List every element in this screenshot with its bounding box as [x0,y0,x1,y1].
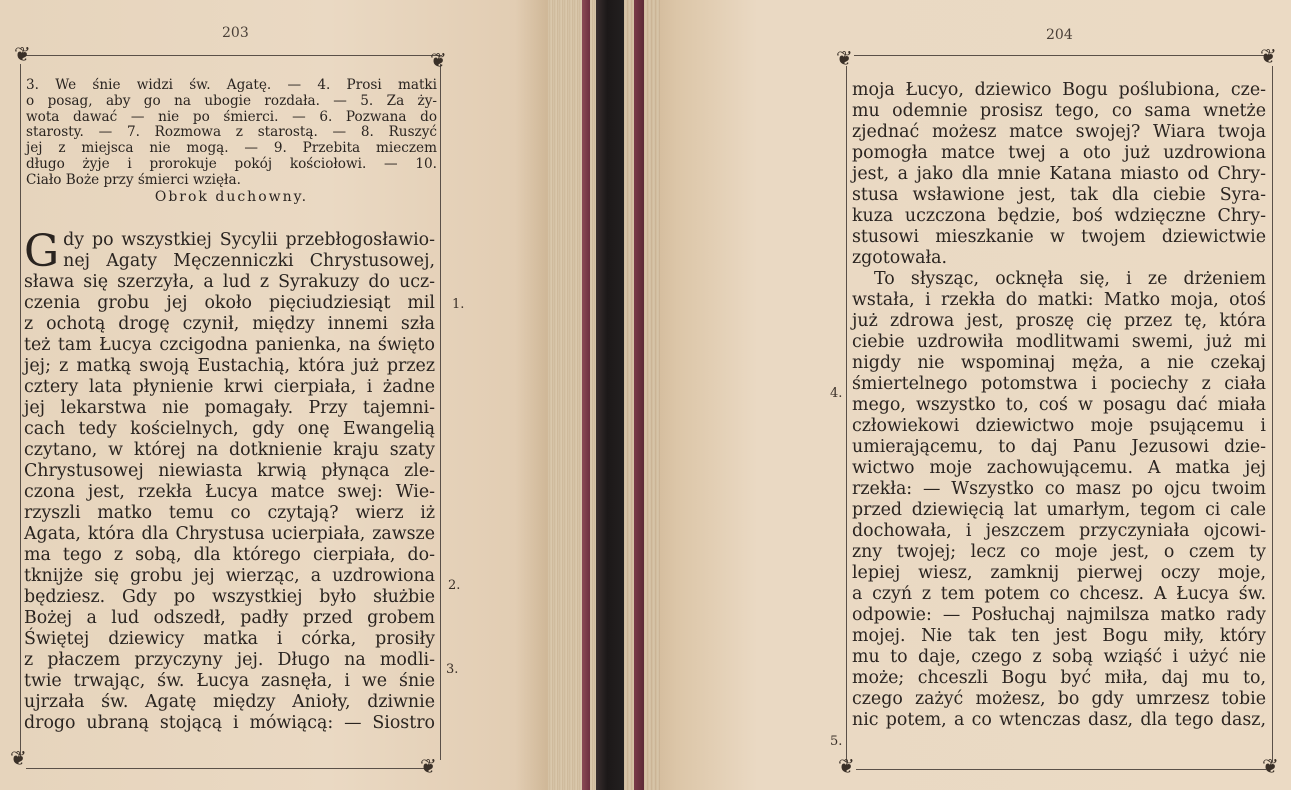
book-page-edges [548,0,596,790]
corner-ornament-icon: ❦ [430,48,447,72]
text-line: drogo ubraną stojącą i mówiącą: — Siostro [24,713,435,733]
text-line: moja Łucyo, dziewico Bogu poślubiona, cze- [852,80,1266,100]
corner-ornament-icon: ❦ [14,42,31,66]
synopsis-line: starosty. — 7. Rozmowa z starostą. — 8. Ruszyć [26,124,437,141]
frame-right-rule [1272,66,1273,762]
text-line: nigdy nie wspominaj męża, a nie czekaj [852,353,1266,373]
text-line: ciebie uzdrowiła modlitwami swemi, już mi [852,332,1266,352]
text-line: tknijże się grobu jej wierząc, a uzdrowiona [24,566,435,586]
synopsis-line: 3. We śnie widzi św. Agatę. — 4. Prosi matki [26,77,437,93]
corner-ornament-icon: ❦ [10,746,27,770]
text-line: Bożej a lud odszedł, padły przed grobem [24,608,435,628]
synopsis-line: jej z miejsca nie mogą. — 9. Przebita mieczem [26,140,437,157]
synopsis-line: o posag, aby go na ubogie rozdała. — 5. Za ży- [26,92,437,109]
text-line: czego zażyć możesz, bo gdy umrzesz tobie [852,689,1266,709]
text-line: będziesz. Gdy po wszystkiej było służbie [24,587,435,607]
text-line: zny twojej; lecz co moje jest, o czem ty [852,542,1266,562]
margin-number: 2. [448,578,461,593]
text-line: jej; z matką swoją Eustachią, która już przez [24,356,435,376]
text-line: Chrystusowej niewiasta krwią płynąca zle- [24,461,435,481]
text-line: człowiekowi dziewictwo moje psującemu i [852,416,1266,436]
page-number: 203 [222,25,249,41]
section-heading: Obrok duchowny. [154,188,309,205]
text-line: umierającemu, to daj Panu Jezusowi dzie- [852,437,1266,457]
text-line: jej lekarstwa nie pomagały. Przy tajemni- [24,398,435,418]
chapter-synopsis [26,78,437,205]
text-line: z ochotą drogę czynił, między innemi szła [24,314,435,334]
text-line: już zdrowa jest, proszę cię przez tę, która [852,311,1266,331]
text-line: Agata, która dla Chrystusa ucierpiała, zawsze [24,524,435,544]
drop-cap: G [24,226,60,277]
synopsis-line: Ciało Boże przy śmierci wzięła. [26,171,241,188]
text-line: stusa wsławione jest, tak dla ciebie Syra- [852,185,1266,205]
text-line: śmiertelnego potomstwa i pociechy z ciała [852,374,1266,394]
text-line: rzekła: — Wszystko co masz po ojcu twoim [852,479,1266,499]
text-line: ma tego z sobą, dla którego cierpiała, do- [24,545,435,565]
page-number: 204 [1046,27,1073,43]
text-line: nej Agaty Męczenniczki Chrystusowej, [63,251,435,271]
frame-right-rule [440,64,441,760]
corner-ornament-icon: ❦ [420,754,437,778]
synopsis-line: długo żyje i prorokuje pokój kościołowi. — 10. [26,155,437,172]
frame-bottom-rule [856,769,1266,770]
left-body-text [24,226,435,734]
text-line: mu to daje, czego z sobą wziąść i użyć nie [852,647,1266,667]
text-line: Świętej dziewicy matka i córka, prosiły [24,629,435,649]
text-line: przed dziewięcią lat umarłym, tegom ci cale [852,500,1266,520]
text-line: nic potem, a co wtenczas dasz, dla tego dasz, [852,710,1266,730]
right-body-text [852,80,1266,731]
corner-ornament-icon: ❦ [838,754,855,778]
text-line: czytano, w której na dotknienie kraju szaty [24,440,435,460]
margin-number: 4. [830,386,843,401]
text-line: czenia grobu jej około pięciudziesiąt mil [24,293,435,313]
synopsis-line: wota dawać — nie po śmierci. — 6. Pozwana do [26,108,437,125]
book-gutter [596,0,624,790]
text-line: odpowie: — Posłuchaj najmilsza matko rady [852,605,1266,625]
corner-ornament-icon: ❦ [1262,754,1279,778]
text-line: wictwo moje zachowującemu. A matka jej [852,458,1266,478]
text-line: ujrzała św. Agatę między Anioły, dziwnie [24,692,435,712]
text-line: wstała, i rzekła do matki: Matko moja, otoś [852,290,1266,310]
frame-top-rule [854,55,1268,56]
text-line: z płaczem przyczyny jej. Długo na modli- [24,650,435,670]
text-line: a czyń z tem potem co chcesz. A Łucya św. [852,584,1266,604]
book-page-edges [624,0,660,790]
text-line: mu odemnie prosisz tego, co sama wnetże [852,101,1266,121]
text-line: sława się szerzyła, a lud z Syrakuzy do ucz- [24,272,435,292]
text-line: To słysząc, ocknęła się, i ze drżeniem [874,269,1266,289]
text-line: też tam Łucya czcigodna panienka, na święto [24,335,435,355]
text-line: pomogła matce twej a oto już uzdrowiona [852,143,1266,163]
text-line: zgotowała. [852,248,948,268]
text-line: stusowi mieszkanie w twojem dziewictwie [852,227,1266,247]
text-line: dy po wszystkiej Sycylii przebłogosławio- [63,230,435,250]
text-line: kuza uczczona będzie, boś wdzięczne Chry- [852,206,1266,226]
text-line: rzyszli matko temu co czytają? wierz iż [24,503,435,523]
text-line: zjednać możesz matce swojej? Wiara twoja [852,122,1266,142]
frame-bottom-rule [26,768,426,769]
frame-left-rule [20,64,21,760]
text-line: dochowała, i jeszczem przyczyniała ojcowi- [852,521,1266,541]
text-line: cach tedy kościelnych, gdy onę Ewangelią [24,419,435,439]
right-page [624,0,1291,790]
text-line: mojej. Nie tak ten jest Bogu miły, który [852,626,1266,646]
corner-ornament-icon: ❦ [836,46,853,70]
frame-left-rule [846,66,847,762]
text-line: lepiej wiesz, zamknij pierwej oczy moje, [852,563,1266,583]
text-line: może; chceszli Bogu być miła, daj mu to, [852,668,1266,688]
text-line: twie trwając, św. Łucya zasnęła, i we śnie [24,671,435,691]
corner-ornament-icon: ❦ [1260,44,1277,68]
frame-top-rule [26,55,442,56]
text-line: czona jest, rzekła Łucya matce swej: Wie- [24,482,435,502]
margin-number: 1. [452,297,465,312]
margin-number: 3. [446,662,459,677]
text-line: jest, a jako dla mnie Katana miasto od Chry- [852,164,1266,184]
text-line: cztery lata płynienie krwi cierpiała, i żadne [24,377,435,397]
left-page [0,0,548,790]
text-line: mego, wszystko to, coś w posagu dać miała [852,395,1266,415]
margin-number: 5. [830,734,843,749]
